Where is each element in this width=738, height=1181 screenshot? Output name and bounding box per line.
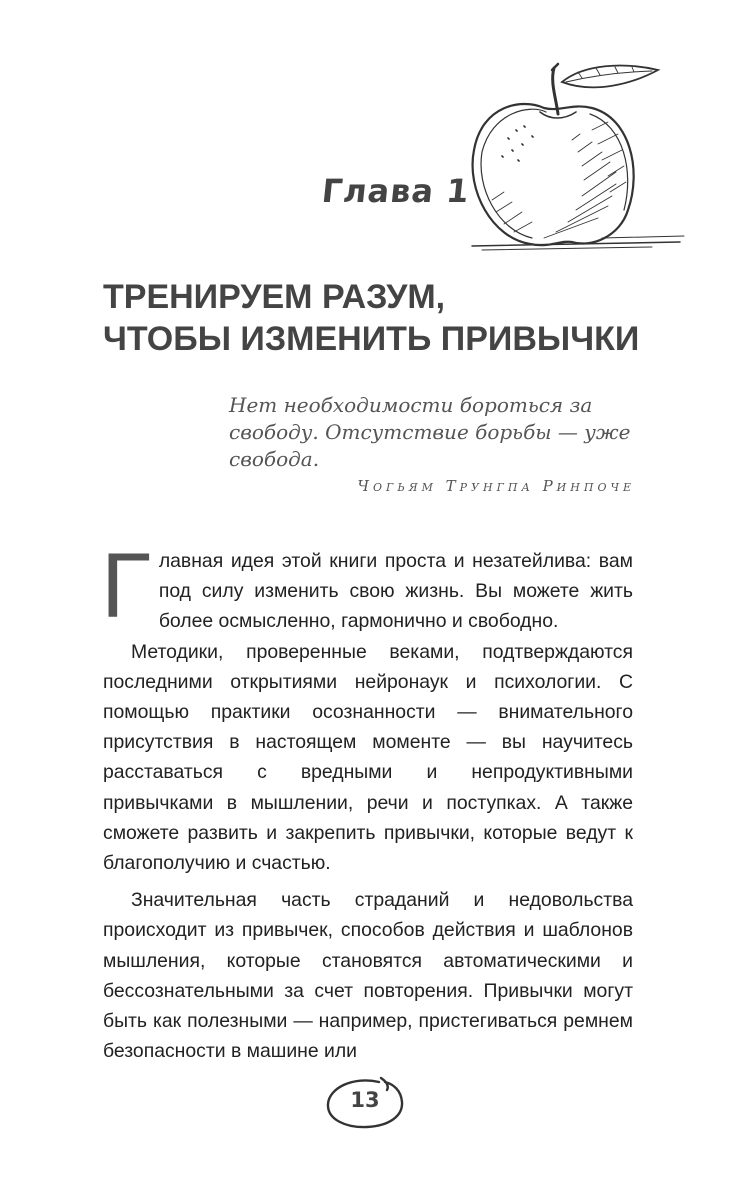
epigraph-author: Чогьям Трунгпа Ринпоче (357, 477, 635, 495)
body-text (101, 535, 633, 1066)
chapter-title-line2: ЧТОБЫ ИЗМЕНИТЬ ПРИВЫЧКИ (103, 320, 640, 358)
paragraph-2: Методики, проверенные веками, подтверждаются последними открытиями нейронаук и психологии. С помощью практики осознанности — внимательного присутствия в настоящем моменте — вы научитесь расставаться с вредными и непродуктивными привычками в мышлении, речи и поступках. А также сможете развить и закрепить привычки, которые ведут к благополучию и счастью. (103, 640, 633, 875)
paragraph-1-text: лавная идея этой книги проста и незатейлива: вам под силу изменить свою жизнь. Вы можете жить более осмысленно, гармонично и свободно. (158, 550, 633, 633)
chapter-title-line1: ТРЕНИРУЕМ РАЗУМ, (103, 278, 446, 316)
apple-sketch-icon (452, 60, 692, 260)
page-number-badge (323, 1074, 407, 1132)
paragraph-3: Значительная часть страданий и недовольства происходит из привычек, способов действия и шаблонов мышления, которые становятся автоматическими и бессознательными за счет повторения. Привычки могут быть как полезными — например, пристегиваться ремнем безопасности в машине или (103, 889, 633, 1063)
paragraph-1 (101, 535, 633, 637)
epigraph-quote: Нет необходимости бороться за свободу. Отсутствие борьбы — уже свобода. (229, 393, 631, 471)
drop-cap: Г (101, 535, 151, 637)
chapter-title (103, 276, 663, 360)
chapter-label: Глава 1 (320, 172, 472, 210)
page-number: 13 (350, 1088, 380, 1112)
